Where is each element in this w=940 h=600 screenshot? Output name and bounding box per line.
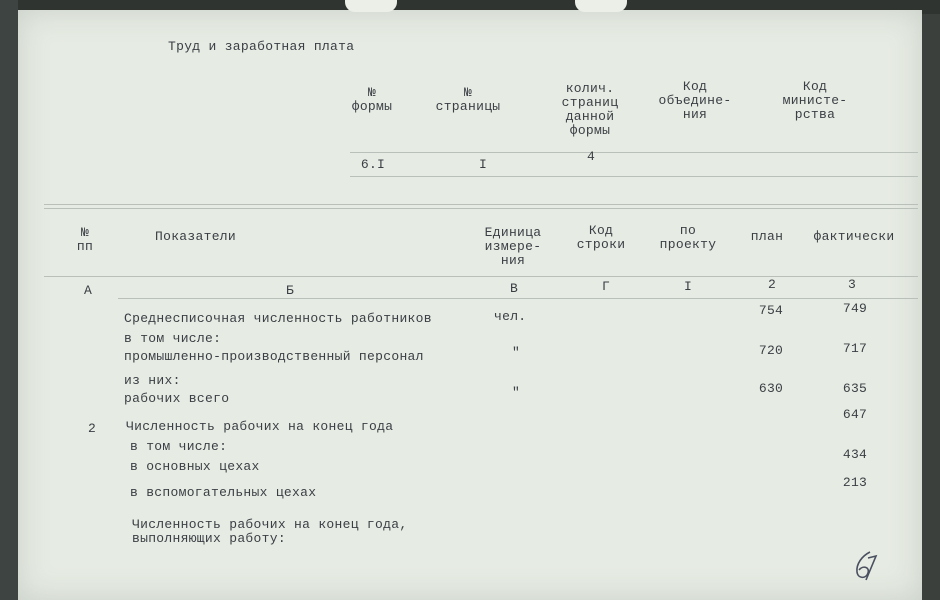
row-number: 2: [87, 421, 97, 436]
col-letter-plan: 2: [767, 277, 777, 292]
header-bottom-rule: [44, 276, 918, 277]
row-label: в том числе:: [124, 331, 222, 346]
table-top-rule: [44, 204, 918, 205]
table-top-rule-2: [44, 208, 918, 209]
row-plan: 754: [758, 303, 784, 318]
col-header-fact: фактически: [813, 229, 895, 244]
page-number-value: I: [478, 157, 488, 172]
row-label: Среднесписочная численность работников: [124, 311, 432, 326]
col-letter-unit: В: [509, 281, 519, 296]
row-unit: ": [512, 345, 521, 360]
row-fact: 717: [842, 341, 868, 356]
row-plan: 720: [758, 343, 784, 358]
col-letter-project: I: [683, 279, 693, 294]
row-label: из них:: [124, 373, 181, 388]
row-fact: 213: [842, 475, 868, 490]
row-fact: 749: [842, 301, 868, 316]
row-unit: ": [512, 385, 521, 400]
row-label: в основных цехах: [130, 459, 260, 474]
col-header-code: Код строки: [576, 223, 626, 252]
row-label: рабочих всего: [124, 391, 230, 406]
form-header-rule: [350, 152, 918, 153]
col-header-unit: Единица измере- ния: [484, 225, 542, 268]
col-letter-num: А: [83, 283, 93, 298]
col-header-indicator: Показатели: [155, 229, 237, 244]
form-number-header: № формы: [351, 85, 393, 114]
row-label: в вспомогательных цехах: [130, 485, 317, 500]
row-label: Численность рабочих на конец года, выполняющих работу:: [132, 517, 408, 546]
col-header-num: № пп: [76, 225, 94, 254]
form-number-value: 6.I: [360, 157, 386, 172]
row-fact: 635: [842, 381, 868, 396]
page-count-value: 4: [586, 149, 596, 164]
right-background: [922, 14, 940, 600]
handwritten-page-mark: [850, 548, 880, 584]
binder-slot-left: [345, 0, 397, 12]
col-header-plan: план: [750, 229, 784, 244]
row-plan: 630: [758, 381, 784, 396]
letters-bottom-rule: [118, 298, 918, 299]
section-title: Труд и заработная плата: [168, 39, 355, 54]
col-letter-fact: 3: [847, 277, 857, 292]
page-count-header: колич. страниц данной формы: [561, 81, 619, 138]
row-label: в том числе:: [130, 439, 228, 454]
left-background: [0, 0, 18, 600]
row-fact: 434: [842, 447, 868, 462]
row-label: промышленно-производственный персонал: [124, 349, 424, 364]
col-header-project: по проекту: [659, 223, 717, 252]
binder-slot-right: [575, 0, 627, 12]
association-code-header: Код объедине- ния: [658, 79, 732, 122]
ministry-code-header: Код министе- рства: [782, 79, 848, 122]
row-unit: чел.: [494, 309, 527, 324]
col-letter-indicator: Б: [285, 283, 295, 298]
row-fact: 647: [842, 407, 868, 422]
col-letter-code: Г: [601, 279, 611, 294]
form-values-rule: [350, 176, 918, 177]
page-number-header: № страницы: [435, 85, 501, 114]
row-label: Численность рабочих на конец года: [126, 419, 394, 434]
